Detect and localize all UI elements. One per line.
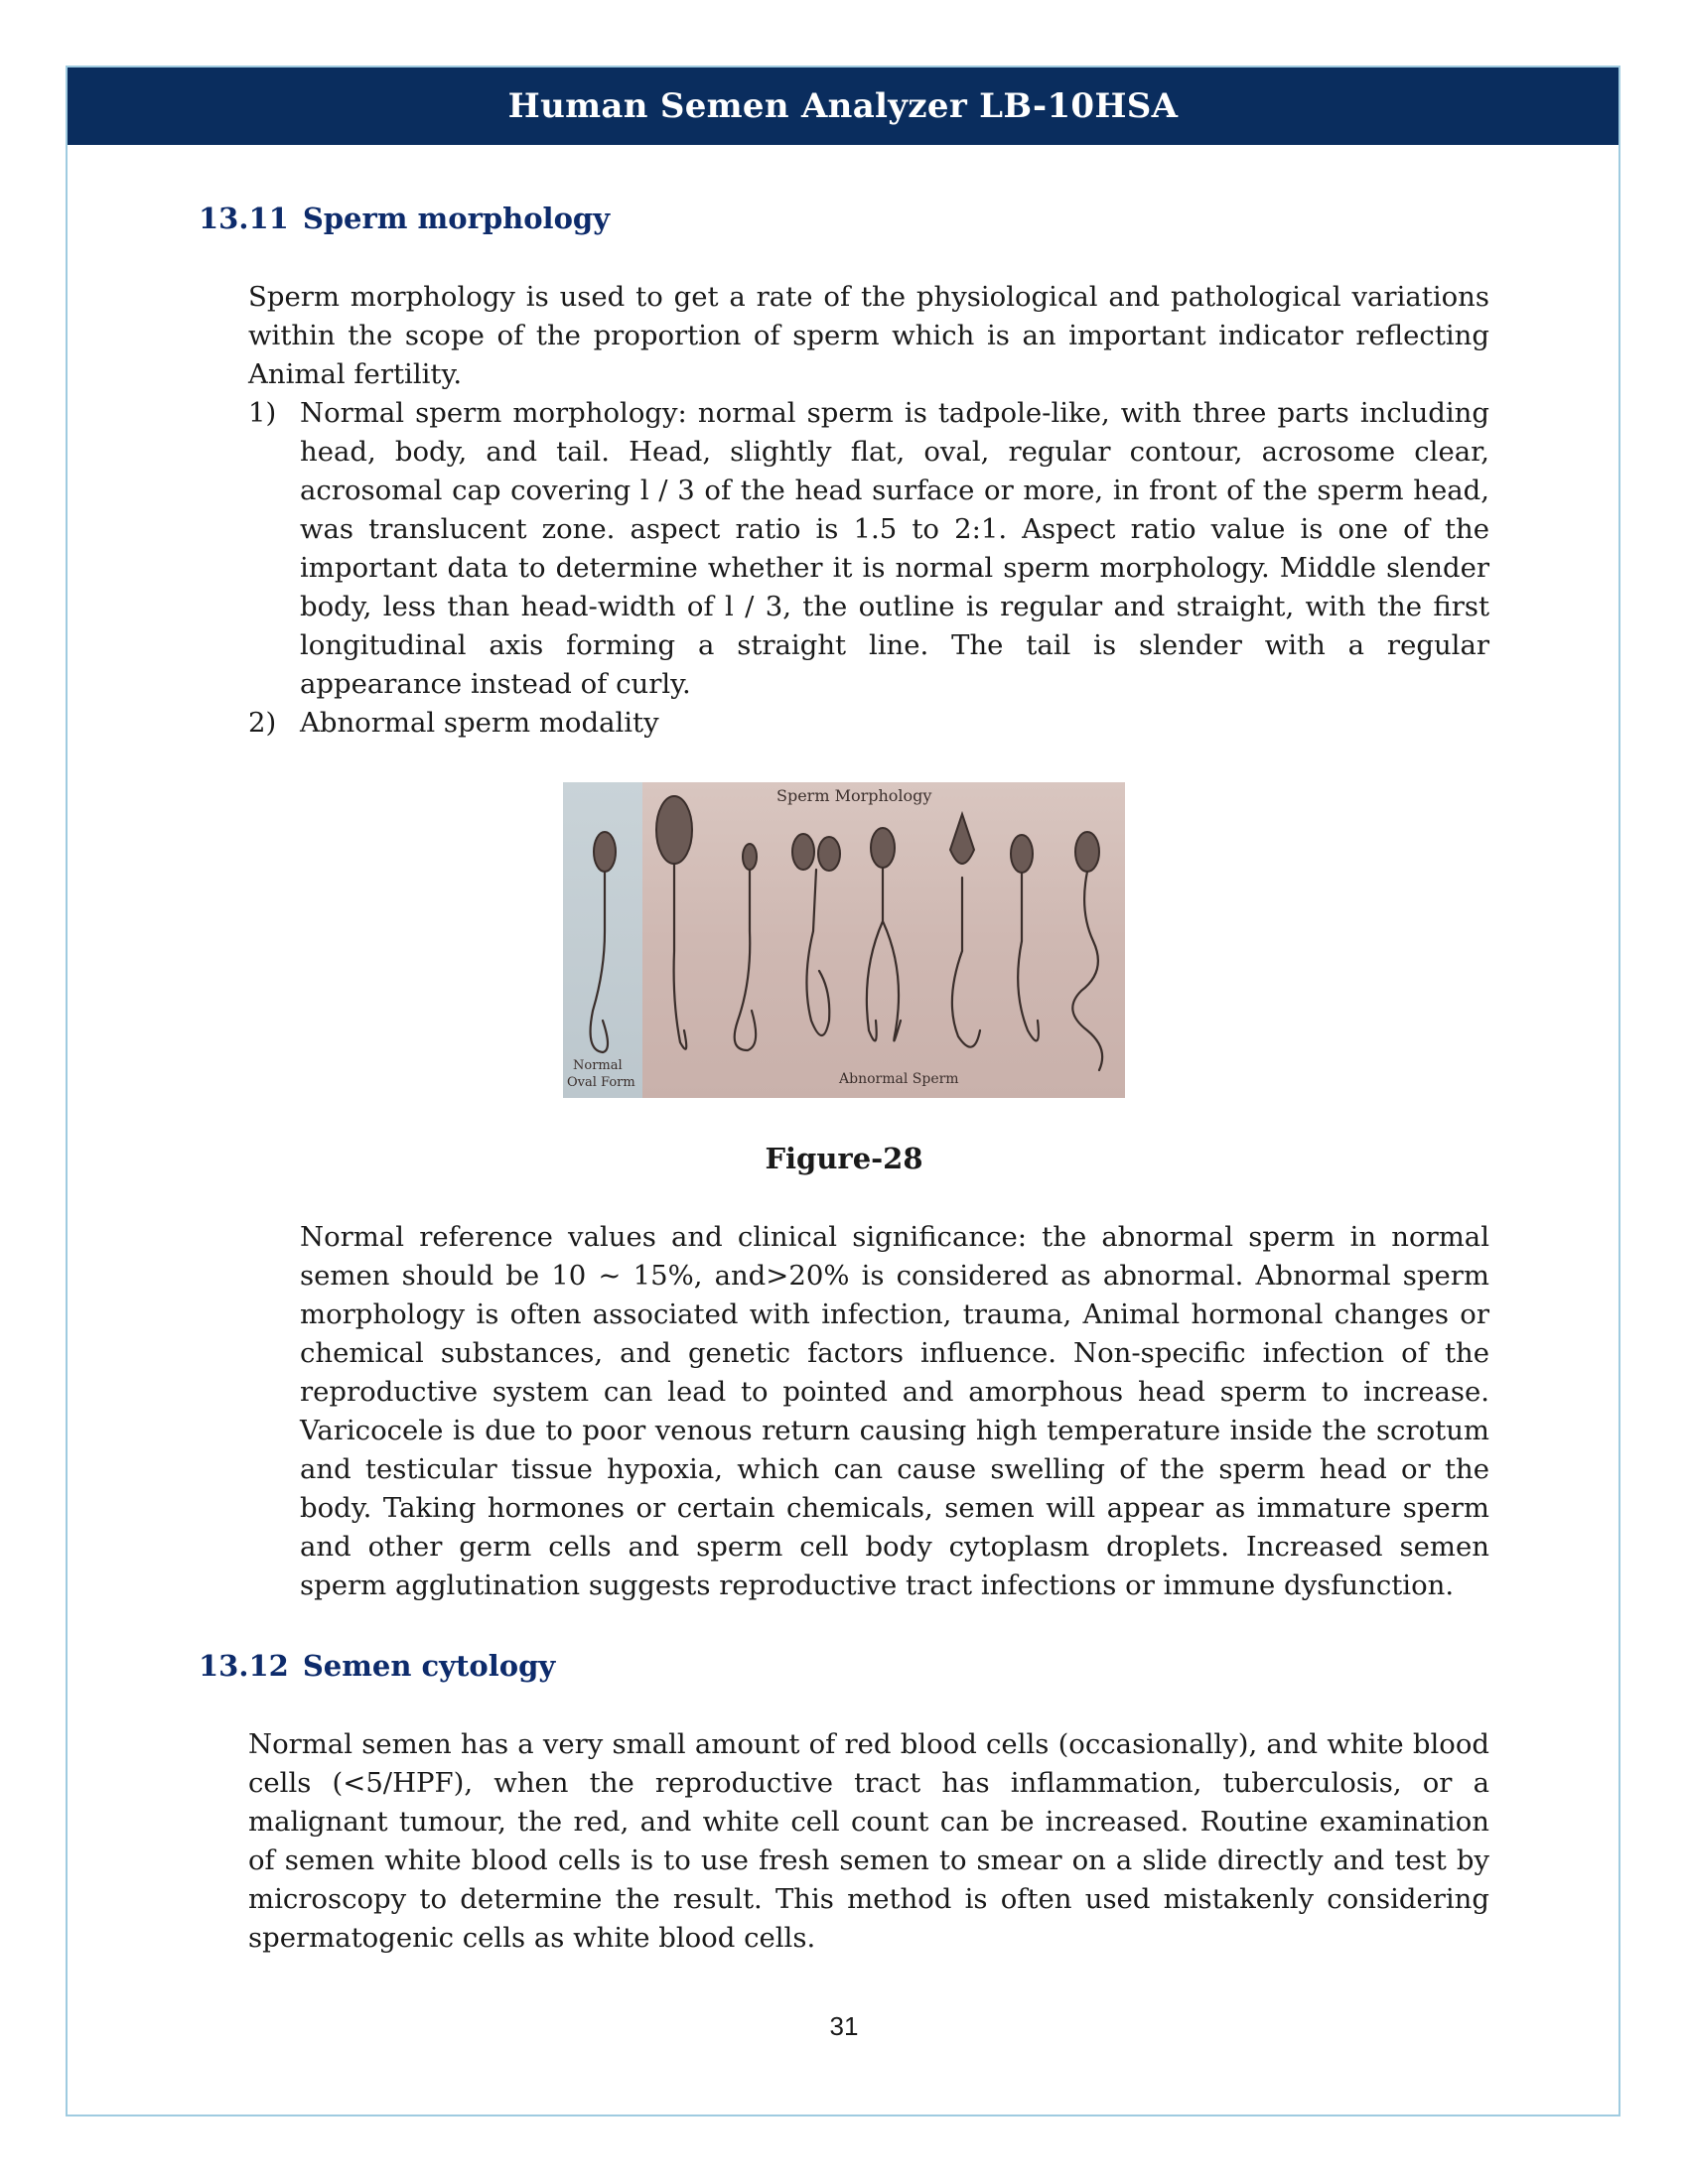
sperm-tail-pointed: [952, 878, 980, 1047]
sperm-illustration: [563, 782, 1125, 1098]
section-number: 13.12: [199, 1649, 289, 1683]
sperm-head-pointed: [950, 814, 974, 864]
page-number: 31: [829, 2011, 859, 2041]
morphology-intro-paragraph: Sperm morphology is used to get a rate of the physiological and pathological variations within the scope of the proportion of sperm which is an important indicator reflecting Animal fertility.: [248, 281, 1489, 390]
section-title: Semen cytology: [302, 1649, 556, 1683]
section-number: 13.11: [199, 202, 289, 235]
sperm-tail-large: [674, 864, 687, 1049]
list-item-normal-morphology: [248, 394, 1489, 704]
sperm-head-double-tail: [871, 828, 895, 868]
sperm-head-normal: [594, 832, 616, 872]
sperm-head-small: [743, 844, 757, 870]
list-item-text: Normal sperm morphology: normal sperm is tadpole-like, with three parts including head, body, and tail. Head, slightly flat, oval, regular contour, acrosome clear, acrosomal cap covering l / 3 of the head surface or more, in front of the sperm head, was translucent zone. aspect ratio is 1.5 to 2:1. Aspect ratio value is one of the important data to determine whether it is normal sperm morphology. Middle slender body, less than head-width of l / 3, the outline is regular and straight, with the first longitudinal axis forming a straight line. The tail is slender with a regular appearance instead of curly.: [300, 397, 1489, 700]
sperm-tail-double: [867, 868, 901, 1040]
list-marker: 2): [248, 707, 277, 739]
list-item-text: Abnormal sperm modality: [300, 707, 659, 739]
label-normal-line1: Normal: [573, 1058, 623, 1073]
sperm-tail-8: [1072, 872, 1102, 1070]
list-marker: 1): [248, 397, 277, 429]
sperm-head-7: [1011, 835, 1033, 873]
sperm-tail-normal: [591, 872, 608, 1052]
document-title: Human Semen Analyzer LB-10HSA: [507, 86, 1179, 126]
section-heading-13-12: [199, 1649, 555, 1683]
label-normal-line2: Oval Form: [567, 1075, 635, 1090]
sperm-tail-double-head: [806, 870, 829, 1035]
list-item-abnormal-modality: [248, 704, 1489, 743]
clinical-significance-paragraph: Normal reference values and clinical significance: the abnormal sperm in normal semen should be 10 ~ 15%, and>20% is considered as abnormal. Abnormal sperm morphology is often associated with infection, trauma, Animal hormonal changes or chemical substances, and genetic factors influence. Non-specific infection of the reproductive system can lead to pointed and amorphous head sperm to increase. Varicocele is due to poor venous return causing high temperature inside the scrotum and testicular tissue hypoxia, which can cause swelling of the sperm head or the body. Taking hormones or certain chemicals, semen will appear as immature sperm and other germ cells and sperm cell body cytoplasm droplets. Increased semen sperm agglutination suggests reproductive tract infections or immune dysfunction.: [300, 1221, 1489, 1601]
semen-cytology-paragraph: Normal semen has a very small amount of red blood cells (occasionally), and white blood cells (<5/HPF), when the reproductive tract has inflammation, tuberculosis, or a malignant tumour, the red, and white cell count can be increased. Routine examination of semen white blood cells is to use fresh semen to smear on a slide directly and test by microscopy to determine the result. This method is often used mistakenly considering spermatogenic cells as white blood cells.: [248, 1728, 1489, 1954]
sperm-head-double-b: [818, 837, 840, 871]
sperm-tail-small: [735, 870, 757, 1050]
sperm-head-large: [656, 796, 692, 864]
sperm-morphology-figure: [563, 782, 1125, 1098]
label-abnormal-sperm: Abnormal Sperm: [839, 1071, 959, 1087]
header-bar: [68, 68, 1618, 145]
section-heading-13-11: [199, 202, 610, 235]
sperm-tail-7: [1018, 873, 1039, 1040]
figure-caption: Figure-28: [765, 1142, 923, 1175]
figure-title: Sperm Morphology: [776, 786, 932, 805]
sperm-head-double-a: [792, 834, 814, 870]
section-title: Sperm morphology: [302, 202, 611, 235]
sperm-head-8: [1075, 832, 1099, 872]
